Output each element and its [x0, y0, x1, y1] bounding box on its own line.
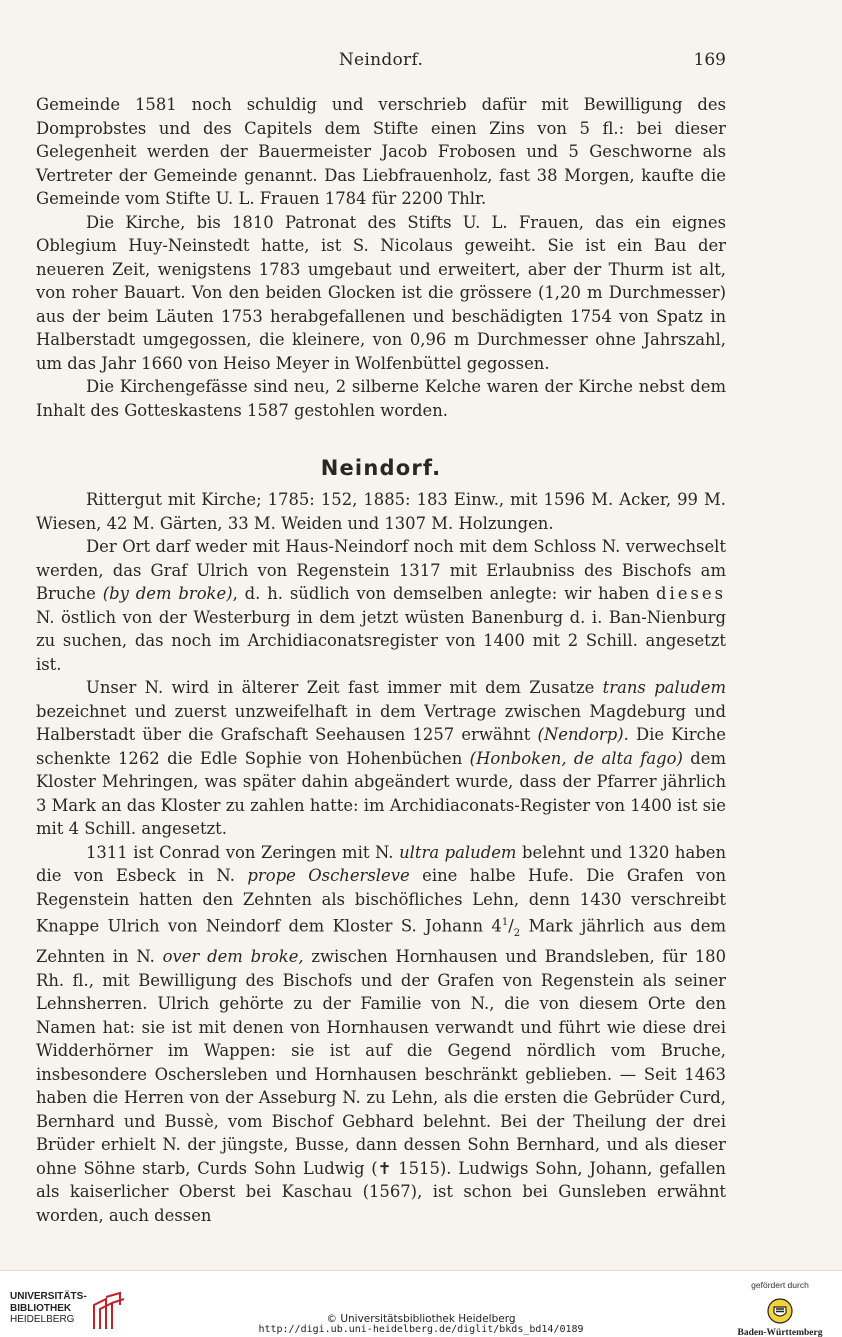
text-run: 1311 ist Conrad von Zeringen mit N. [86, 842, 400, 862]
text-run: eine halbe Hufe. Die Grafen von Regenstein hatten den Zehnten als bischöfliches Lehn, denn 1430 verschreibt Knappe Ulrich von Neindorf dem Kloster S. Johann 4 [36, 866, 726, 936]
text-run: zwischen Hornhausen und Brandsleben, für 180 Rh. fl., mit Bewilligung des Bischofs und der Grafen von Regenstein als seiner Lehnsherren. Ulrich gehörte zu der Familie von N., die von diesem Orte den Namen hat: sie ist mit denen von Hornhausen verwandt und führt wie diese drei Widderhörner im Wappen: sie ist auf die Gegend nördlich vom Bruche, insbesondere Oschersleben und Hornhausen beschränkt geblieben. — Seit 1463 haben die Herren von der Asseburg N. zu Lehn, als die ersten die Gebrüder Curd, Bernhard und Bussè, vom Bischof Gebhard belehnt. Bei der Theilung der drei Brüder erhielt N. der jüngste, Busse, dann dessen Sohn Bernhard, und als dieser ohne Söhne starb, Curds Sohn Ludwig (✝ 1515). Ludwigs Sohn, Johann, gefallen als kaiserlicher Oberst bei Kaschau (1567), ist schon bei Gunsleben erwähnt worden, auch dessen [36, 947, 726, 1225]
text-run: Der Ort darf weder mit Haus-Neindorf noch mit dem Schloss N. verwechselt werden, das Graf Ulrich von Regenstein 1317 mit Erlaubniss des Bischofs am Bruche [36, 537, 726, 603]
paragraph [36, 676, 726, 841]
italic-text: ultra paludem [399, 842, 517, 862]
italic-text: (Nendorp). [537, 725, 629, 744]
text-run: Unser N. wird in älterer Zeit fast immer mit dem Zusatze [86, 678, 603, 697]
paragraph: Die Kirchengefässe sind neu, 2 silberne Kelche waren der Kirche nebst dem Inhalt des Gotteskastens 1587 gestohlen worden. [36, 377, 726, 420]
text-block-continued [36, 93, 726, 422]
text-run: bezeichnet und zuerst unzweifelhaft in dem Vertrage zwischen Magdeburg und Halberstadt über die Grafschaft Seehausen 1257 erwähnt [36, 701, 726, 744]
paragraph [36, 841, 726, 1228]
italic-text: over dem broke, [162, 947, 304, 967]
paragraph [36, 535, 726, 676]
text-run: dem Kloster Mehringen, was später dahin abgeändert wurde, dass der Pfarrer jährlich 3 Mark an das Kloster zu zahlen hatte: im Archidiaconats-Register von 1400 ist sie mit 4 Schill. angesetzt. [36, 748, 726, 838]
text-block-section [36, 488, 726, 1227]
copyright-notice: © Universitätsbibliothek Heidelberg [326, 1313, 516, 1325]
fraction-numerator: 1 [501, 917, 509, 928]
running-title: Neindorf. [338, 50, 424, 70]
funder-name: Baden-Württemberg [737, 1328, 823, 1337]
funder-credit [730, 1280, 830, 1337]
library-line: UNIVERSITÄTS- [10, 1291, 87, 1302]
library-line: BIBLIOTHEK [10, 1302, 72, 1314]
paragraph: Die Kirche, bis 1810 Patronat des Stifts U. L. Frauen, das ein eignes Oblegium Huy-Neinstedt hatte, ist S. Nicolaus geweiht. Sie ist ein Bau der neueren Zeit, wenigstens 1783 umgebaut und erweitert, aber der Thurm ist alt, von roher Bauart. Von den beiden Glocken ist die grössere (1,20 m Durchmesser) aus der beim Läuten 1753 herabgefallenen und beschädigten 1754 von Spatz in Halberstadt umgegossen, die kleinere, von 0,96 m Durchmesser ohne Jahrszahl, um das Jahr 1660 von Heiso Meyer in Wolfenbüttel gegossen. [36, 212, 726, 373]
italic-text: (by dem broke) [102, 584, 233, 603]
funded-by-label: gefördert durch [751, 1280, 809, 1290]
library-emblem-icon [90, 1291, 126, 1331]
italic-text: trans paludem [602, 678, 726, 697]
fraction-denominator: 2 [513, 927, 521, 939]
library-line: HEIDELBERG [10, 1314, 75, 1325]
text-run: belehnt und 1320 haben die von Esbeck in N. [36, 842, 727, 885]
state-crest-icon [767, 1298, 793, 1324]
spaced-text: dieses [656, 584, 726, 603]
footer-bar [0, 1270, 842, 1337]
permalink-url[interactable]: http://digi.ub.uni-heidelberg.de/diglit/bkds_bd14/0189 [258, 1324, 584, 1335]
text-run: N. östlich von der Westerburg in dem jetzt wüsten Banenburg d. i. Ban-Nienburg zu suchen, das noch im Archidiaconatsregister von 1400 mit 2 Schill. angesetzt ist. [36, 607, 726, 674]
library-name [10, 1291, 87, 1326]
running-head [36, 50, 726, 74]
page-number: 169 [693, 50, 726, 70]
text-run: Mark jährlich aus dem Zehnten in N. [36, 916, 726, 967]
italic-text: prope Oschersleve [247, 866, 410, 885]
text-run: Die Kirche schenkte 1262 die Edle Sophie von Hohenbüchen [36, 725, 726, 768]
text-run: , d. h. südlich von demselben anlegte: wir haben [232, 584, 657, 603]
section-heading: Neindorf. [320, 456, 442, 480]
paragraph: Gemeinde 1581 noch schuldig und verschrieb dafür mit Bewilligung des Domprobstes und des Capitels dem Stifte einen Zins von 5 fl.: bei dieser Gelegenheit werden der Bauermeister Jacob Frobosen und 5 Geschworne als Vertreter der Gemeinde genannt. Das Liebfrauenholz, fast 38 Morgen, kaufte die Gemeinde vom Stifte U. L. Frauen 1784 für 2200 Thlr. [36, 95, 726, 208]
fraction-slash: / [508, 916, 514, 936]
library-logo[interactable] [10, 1291, 130, 1335]
paragraph: Rittergut mit Kirche; 1785: 152, 1885: 183 Einw., mit 1596 M. Acker, 99 M. Wiesen, 42 M. Gärten, 33 M. Weiden und 1307 M. Holzungen. [36, 490, 726, 533]
italic-text: (Honboken, de alta fago) [469, 748, 683, 768]
